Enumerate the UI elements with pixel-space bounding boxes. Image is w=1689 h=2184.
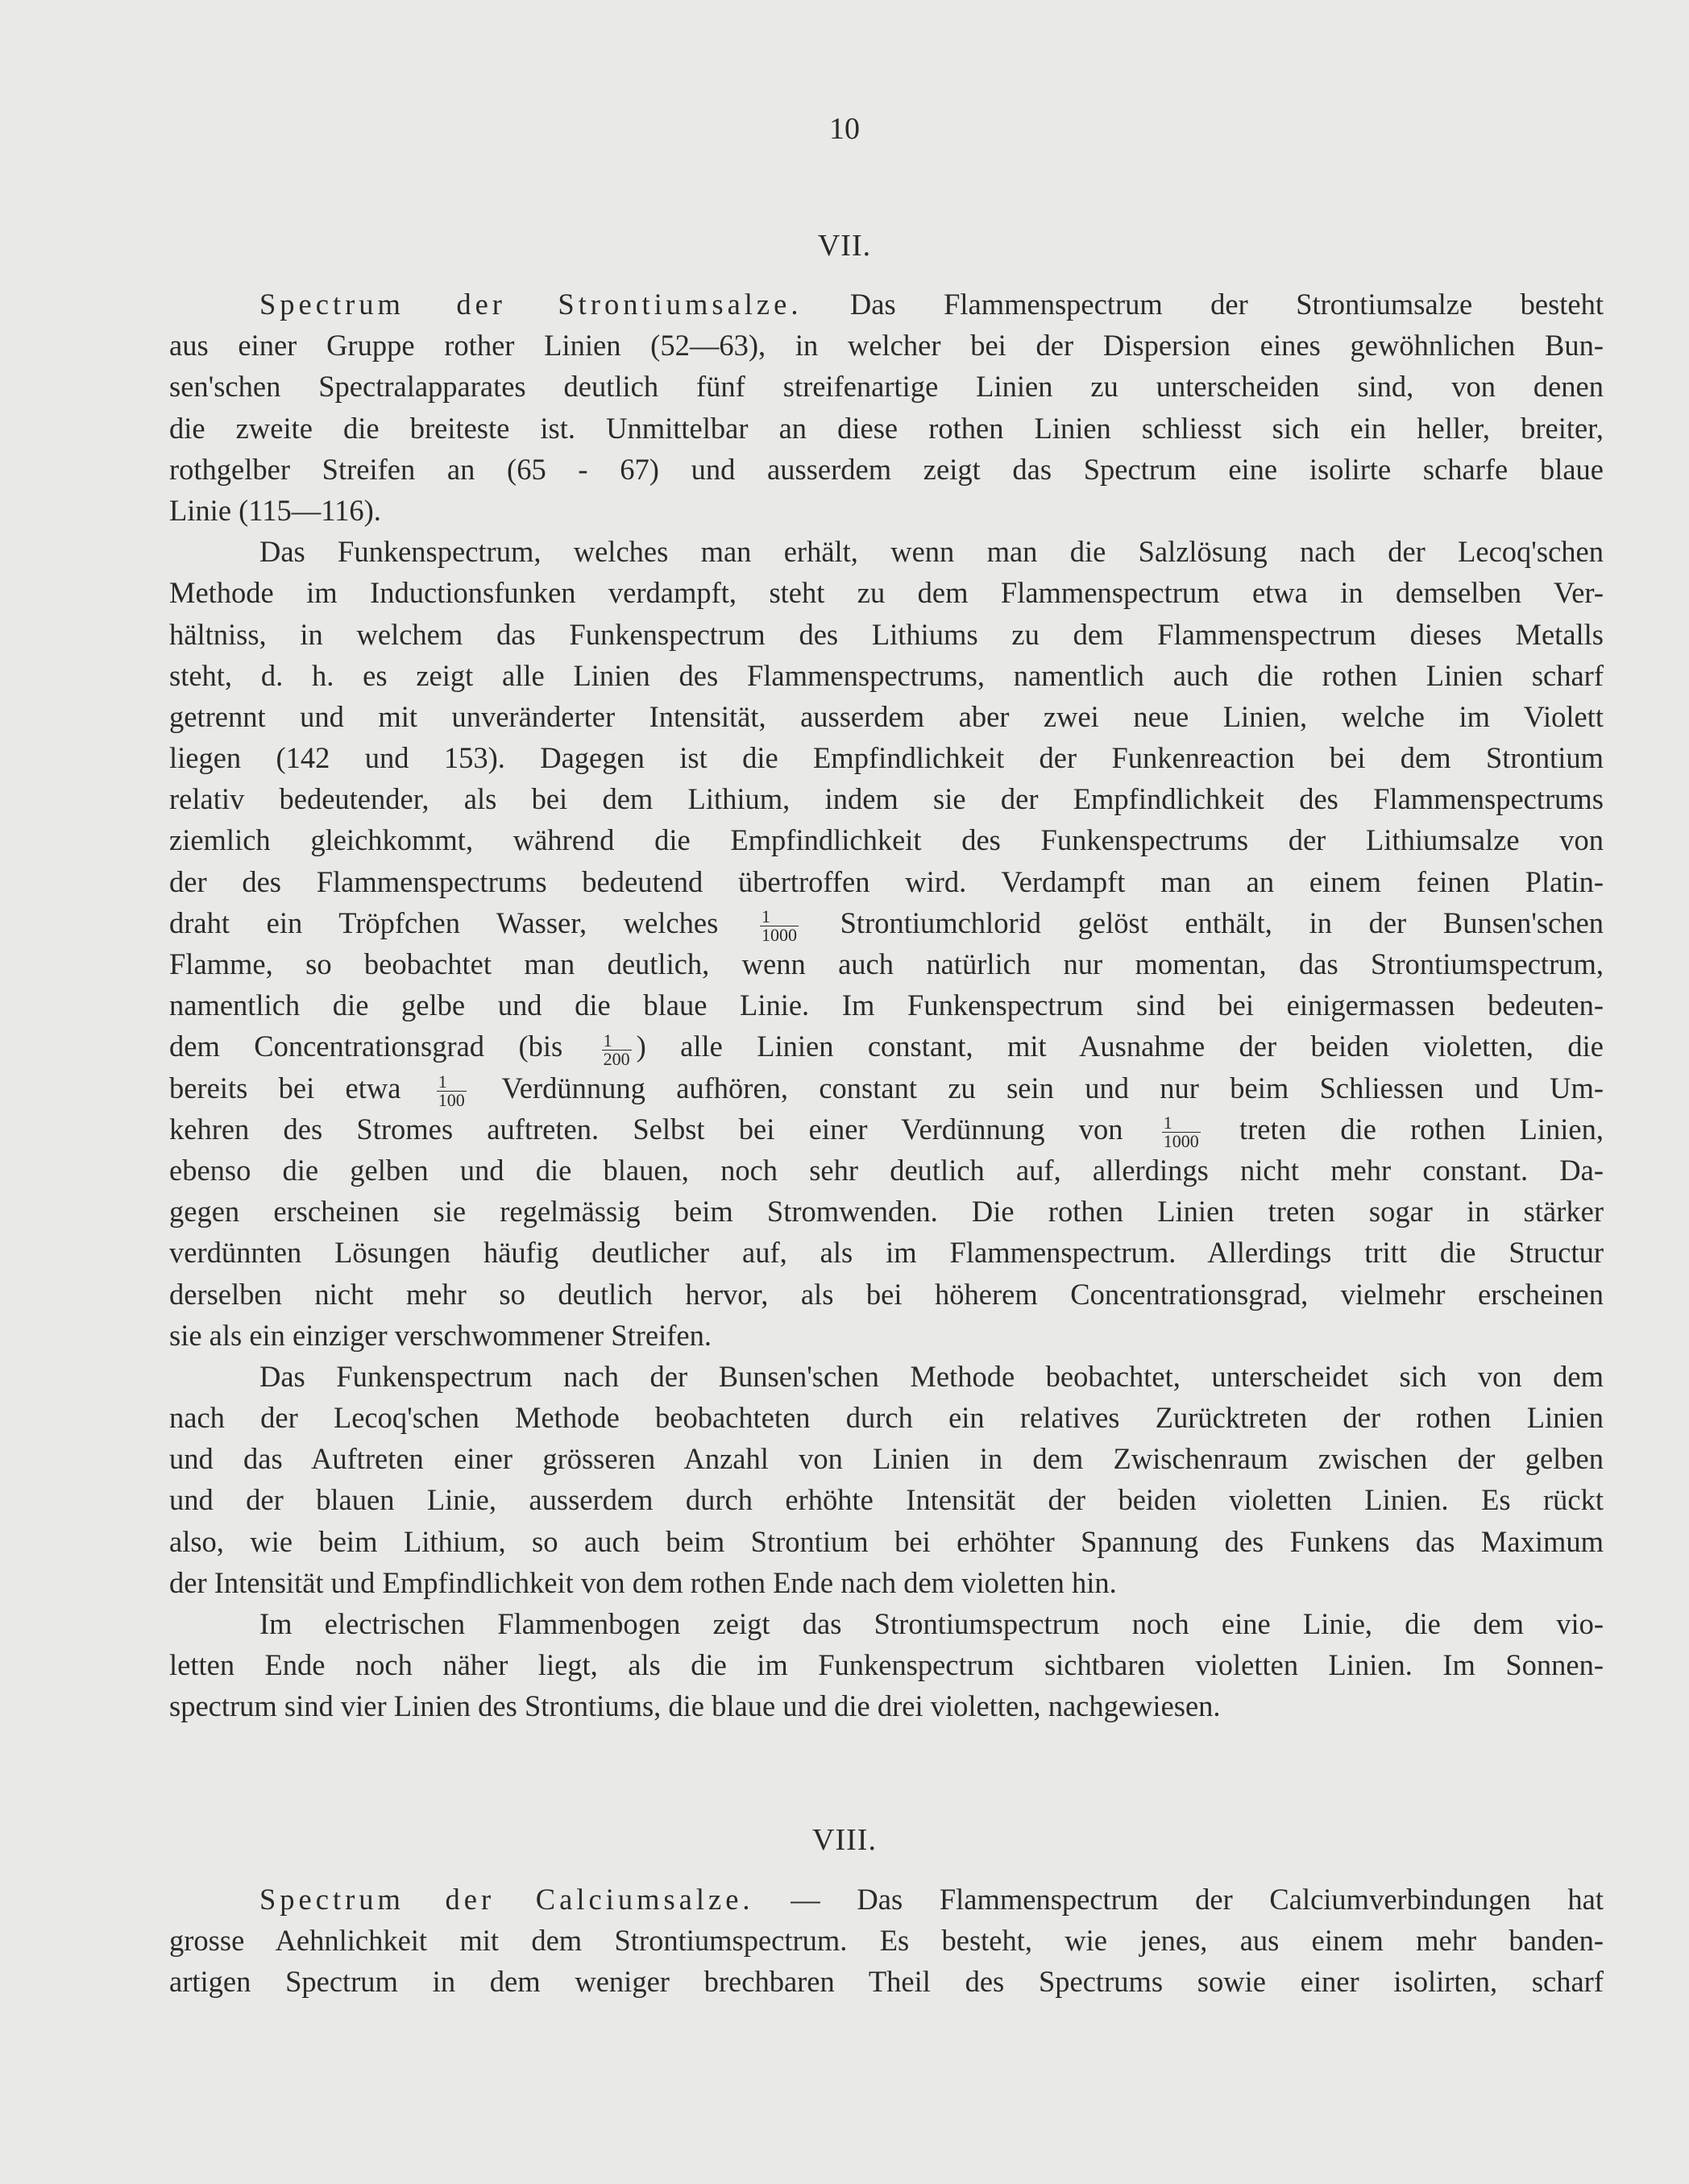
text-line: sie als ein einziger verschwommener Streifen. bbox=[169, 1318, 712, 1352]
fraction-numerator: 1 bbox=[437, 1073, 467, 1092]
text-span: Strontiumchlorid gelöst enthält, in der Bunsen'schen bbox=[840, 906, 1604, 939]
fraction-denominator: 100 bbox=[438, 1089, 465, 1110]
section-heading-vii: VII. bbox=[817, 229, 872, 263]
text-span: Das Flammenspectrum der Strontiumsalze besteht bbox=[849, 288, 1604, 321]
text-span: draht ein Tröpfchen Wasser, welches bbox=[169, 906, 719, 939]
text-line bbox=[169, 1067, 1604, 1109]
fraction-denominator: 1000 bbox=[761, 924, 797, 945]
text-line: namentlich die gelbe und die blaue Linie. Im Funkenspectrum sind bei einigermassen bedeuten- bbox=[169, 988, 1604, 1022]
text-line: ziemlich gleichkommt, während die Empfindlichkeit des Funkenspectrums der Lithiumsalze von bbox=[169, 823, 1604, 857]
fraction-numerator: 1 bbox=[1162, 1114, 1201, 1133]
text-line bbox=[169, 284, 1604, 325]
text-line: liegen (142 und 153). Dagegen ist die Empfindlichkeit der Funkenreaction bei dem Strontium bbox=[169, 741, 1604, 775]
text-line: Im electrischen Flammenbogen zeigt das Strontiumspectrum noch eine Linie, die dem vio- bbox=[259, 1607, 1604, 1640]
text-line bbox=[169, 1026, 1604, 1067]
text-line: sen'schen Spectralapparates deutlich fünf streifenartige Linien zu unterscheiden sind, von denen bbox=[169, 370, 1604, 404]
text-line: aus einer Gruppe rother Linien (52—63), in welcher bei der Dispersion eines gewöhnlichen Bun- bbox=[169, 329, 1604, 363]
section-viii-body bbox=[169, 1879, 1604, 2003]
text-span: — Das Flammenspectrum der Calciumverbindungen hat bbox=[791, 1883, 1604, 1916]
text-span: dem Concentrationsgrad (bis bbox=[169, 1030, 563, 1063]
text-line: getrennt und mit unveränderter Intensität, ausserdem aber zwei neue Linien, welche im Violett bbox=[169, 699, 1604, 733]
text-line: grosse Aehnlichkeit mit dem Strontiumspectrum. Es besteht, wie jenes, aus einem mehr banden- bbox=[169, 1924, 1604, 1958]
text-line: verdünnten Lösungen häufig deutlicher auf, als im Flammenspectrum. Allerdings tritt die Structur bbox=[169, 1236, 1604, 1270]
text-line bbox=[169, 902, 1604, 943]
text-line: gegen erscheinen sie regelmässig beim Stromwenden. Die rothen Linien treten sogar in stärker bbox=[169, 1195, 1604, 1229]
page-number: 10 bbox=[829, 112, 860, 146]
fraction-numerator: 1 bbox=[760, 908, 799, 926]
fraction-denominator: 1000 bbox=[1163, 1130, 1199, 1151]
text-line: Flamme, so beobachtet man deutlich, wenn auch natürlich nur momentan, das Strontiumspectrum, bbox=[169, 947, 1604, 980]
text-line: die zweite die breiteste ist. Unmittelbar an diese rothen Linien schliesst sich ein heller, breiter, bbox=[169, 411, 1604, 445]
text-span: bereits bei etwa bbox=[169, 1071, 401, 1104]
text-span: Verdünnung aufhören, constant zu sein und nur beim Schliessen und Um- bbox=[501, 1071, 1604, 1104]
fraction bbox=[602, 1032, 632, 1068]
section-title: Spectrum der Calciumsalze. bbox=[259, 1883, 754, 1916]
text-line: steht, d. h. es zeigt alle Linien des Flammenspectrums, namentlich auch die rothen Linien scharf bbox=[169, 658, 1604, 692]
text-line: also, wie beim Lithium, so auch beim Strontium bei erhöhter Spannung des Funkens das Maximum bbox=[169, 1524, 1604, 1558]
text-line: derselben nicht mehr so deutlich hervor, als bei höherem Concentrationsgrad, vielmehr erscheinen bbox=[169, 1277, 1604, 1311]
fraction-numerator: 1 bbox=[602, 1032, 632, 1051]
text-line bbox=[169, 1109, 1604, 1150]
text-line: der des Flammenspectrums bedeutend übertroffen wird. Verdampft man an einem feinen Platin- bbox=[169, 864, 1604, 898]
text-line: Linie (115—116). bbox=[169, 493, 381, 527]
text-line: rothgelber Streifen an (65 - 67) und ausserdem zeigt das Spectrum eine isolirte scharfe blaue bbox=[169, 452, 1604, 486]
text-line: der Intensität und Empfindlichkeit von dem rothen Ende nach dem violetten hin. bbox=[169, 1565, 1117, 1599]
text-line bbox=[169, 1879, 1604, 1920]
fraction-denominator: 200 bbox=[603, 1048, 630, 1069]
text-line: artigen Spectrum in dem weniger brechbaren Theil des Spectrums sowie einer isolirten, scharf bbox=[169, 1965, 1604, 1999]
text-line: Das Funkenspectrum nach der Bunsen'schen Methode beobachtet, unterscheidet sich von dem bbox=[259, 1359, 1604, 1393]
text-line: relativ bedeutender, als bei dem Lithium, indem sie der Empfindlichkeit des Flammenspectrums bbox=[169, 782, 1604, 816]
fraction bbox=[760, 908, 799, 944]
text-span: ) alle Linien constant, mit Ausnahme der beiden violetten, die bbox=[636, 1030, 1604, 1063]
fraction bbox=[1162, 1114, 1201, 1150]
text-span: treten die rothen Linien, bbox=[1239, 1112, 1604, 1146]
section-vii-body bbox=[169, 284, 1604, 1727]
section-title: Spectrum der Strontiumsalze. bbox=[259, 288, 803, 321]
text-line: ebenso die gelben und die blauen, noch sehr deutlich auf, allerdings nicht mehr constant. Da- bbox=[169, 1153, 1604, 1187]
text-span: kehren des Stromes auftreten. Selbst bei einer Verdünnung von bbox=[169, 1112, 1123, 1146]
text-line: spectrum sind vier Linien des Strontiums, die blaue und die drei violetten, nachgewiesen. bbox=[169, 1689, 1221, 1723]
text-line: hältniss, in welchem das Funkenspectrum des Lithiums zu dem Flammenspectrum dieses Metalls bbox=[169, 617, 1604, 651]
text-line: nach der Lecoq'schen Methode beobachteten durch ein relatives Zurücktreten der rothen Linien bbox=[169, 1401, 1604, 1435]
text-line: letten Ende noch näher liegt, als die im Funkenspectrum sichtbaren violetten Linien. Im Sonnen- bbox=[169, 1648, 1604, 1682]
text-line: und der blauen Linie, ausserdem durch erhöhte Intensität der beiden violetten Linien. Es rückt bbox=[169, 1483, 1604, 1517]
section-heading-viii: VIII. bbox=[812, 1823, 877, 1857]
fraction bbox=[437, 1073, 467, 1109]
text-line: Methode im Inductionsfunken verdampft, steht zu dem Flammenspectrum etwa in demselben Ver- bbox=[169, 576, 1604, 610]
text-line: und das Auftreten einer grösseren Anzahl von Linien in dem Zwischenraum zwischen der gelben bbox=[169, 1442, 1604, 1476]
text-line: Das Funkenspectrum, welches man erhält, wenn man die Salzlösung nach der Lecoq'schen bbox=[259, 535, 1604, 569]
